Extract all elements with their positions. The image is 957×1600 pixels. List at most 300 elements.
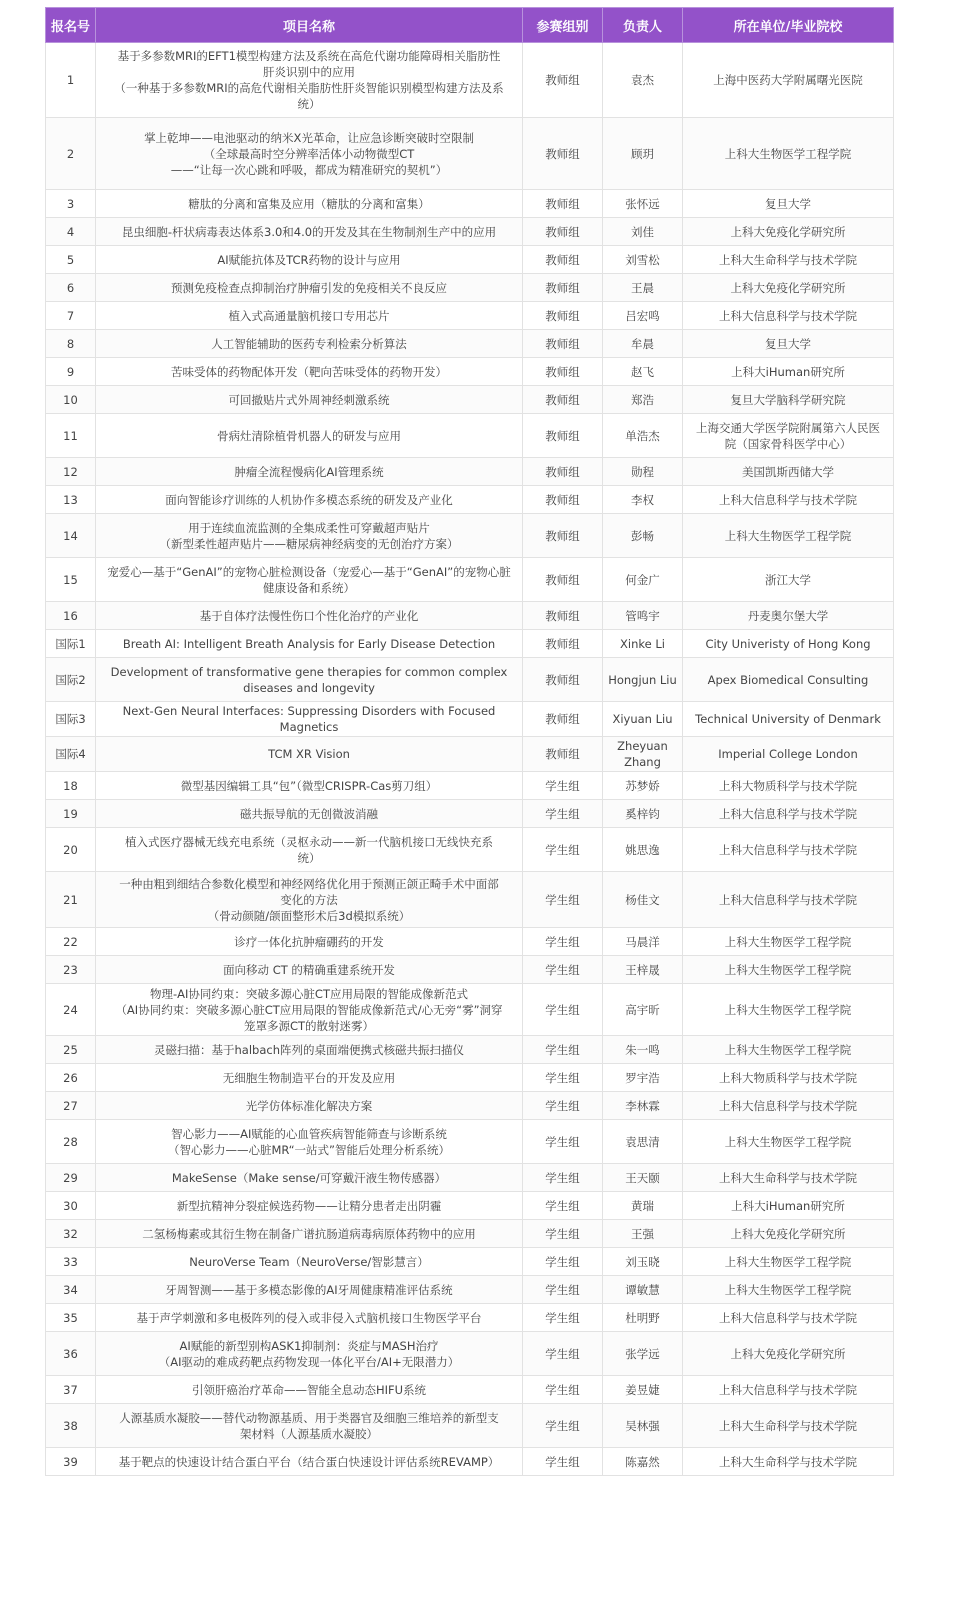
cell-id: 22	[46, 928, 96, 956]
cell-project-line: 笼罩多源CT的散射迷雾）	[243, 1018, 375, 1033]
cell-group: 教师组	[523, 658, 603, 702]
cell-project-line: （AI驱动的难成药靶点药物发现一体化平台/AI+无限潜力）	[158, 1354, 460, 1369]
cell-project	[96, 630, 523, 658]
table-row	[46, 1120, 894, 1164]
table-row	[46, 1164, 894, 1192]
cell-unit	[683, 190, 894, 218]
cell-group: 教师组	[523, 414, 603, 458]
cell-project-line: （智心影力——心脏MR“一站式”智能后处理分析系统）	[168, 1142, 450, 1157]
cell-lead: 牟晨	[603, 330, 683, 358]
cell-unit	[683, 800, 894, 828]
cell-project-line: 统）	[297, 97, 321, 111]
cell-unit-line: 复旦大学	[765, 196, 811, 211]
cell-project-line: 二氢杨梅素或其衍生物在制备广谱抗肠道病毒病原体药物中的应用	[142, 1226, 476, 1241]
cell-project-line: NeuroVerse Team（NeuroVerse/智影慧言）	[189, 1254, 429, 1269]
cell-project	[96, 43, 523, 118]
cell-lead: 王天颐	[603, 1164, 683, 1192]
cell-project	[96, 800, 523, 828]
table-row	[46, 828, 894, 872]
cell-project-line: 面向智能诊疗训练的人机协作多模态系统的研发及产业化	[165, 492, 453, 507]
cell-group: 学生组	[523, 1120, 603, 1164]
cell-project-line: 一种由粗到细结合参数化模型和神经网络优化用于预测正颌正畸手术中面部	[119, 876, 499, 891]
cell-lead: 吕宏鸣	[603, 302, 683, 330]
cell-lead: 张学远	[603, 1332, 683, 1376]
cell-id: 25	[46, 1036, 96, 1064]
cell-project	[96, 1064, 523, 1092]
cell-unit-line: 上科大生物医学工程学院	[724, 1254, 852, 1269]
cell-unit	[683, 602, 894, 630]
cell-project	[96, 558, 523, 602]
cell-project-line: 无细胞生物制造平台的开发及应用	[222, 1070, 396, 1085]
cell-project-line: 植入式医疗器械无线充电系统（灵枢永动——新一代脑机接口无线快充系	[125, 834, 493, 849]
cell-group: 教师组	[523, 218, 603, 246]
cell-lead: 袁思清	[603, 1120, 683, 1164]
cell-lead: 刘雪松	[603, 246, 683, 274]
cell-group: 学生组	[523, 1036, 603, 1064]
cell-unit	[683, 1164, 894, 1192]
cell-unit	[683, 658, 894, 702]
cell-unit	[683, 358, 894, 386]
cell-group: 学生组	[523, 800, 603, 828]
cell-unit	[683, 984, 894, 1036]
cell-lead: 高宇昕	[603, 984, 683, 1036]
cell-project-line: 肿瘤全流程慢病化AI管理系统	[234, 464, 384, 479]
cell-project	[96, 1164, 523, 1192]
cell-id: 28	[46, 1120, 96, 1164]
cell-project	[96, 274, 523, 302]
cell-unit-line: Imperial College London	[718, 747, 858, 761]
table-row	[46, 772, 894, 800]
cell-project	[96, 246, 523, 274]
cell-project-line: （一种基于多参数MRI的高危代谢相关脂肪性肝炎智能识别模型构建方法及系	[114, 81, 504, 95]
cell-unit-line: 上科大信息科学与技术学院	[719, 1098, 857, 1113]
cell-lead: Hongjun Liu	[603, 658, 683, 702]
cell-project-line: AI赋能抗体及TCR药物的设计与应用	[217, 252, 401, 267]
cell-id: 37	[46, 1376, 96, 1404]
header-id: 报名号	[46, 8, 96, 43]
cell-unit-line: 上科大信息科学与技术学院	[719, 806, 857, 821]
cell-lead: 管鸣宇	[603, 602, 683, 630]
cell-lead: 李林霖	[603, 1092, 683, 1120]
cell-project-line: 健康设备和系统）	[263, 580, 355, 595]
cell-project-line: 宠爱心—基于“GenAI”的宠物心脏检测设备（宠爱心—基于“GenAI”的宠物心脏	[107, 564, 511, 579]
cell-unit	[683, 956, 894, 984]
cell-project	[96, 1092, 523, 1120]
cell-unit	[683, 274, 894, 302]
cell-lead: 王强	[603, 1220, 683, 1248]
cell-unit-line: 上科大物质科学与技术学院	[719, 778, 857, 793]
cell-project-line: 基于靶点的快速设计结合蛋白平台（结合蛋白快速设计评估系统REVAMP）	[118, 1454, 500, 1469]
table-row	[46, 118, 894, 190]
table-row	[46, 386, 894, 414]
cell-group: 学生组	[523, 1248, 603, 1276]
cell-unit-line: 上科大信息科学与技术学院	[719, 892, 857, 907]
cell-project-line: Next-Gen Neural Interfaces: Suppressing Disorders with Focused Magnetics	[122, 704, 496, 734]
cell-id: 国际3	[46, 702, 96, 737]
cell-project-line: 光学仿体标准化解决方案	[245, 1098, 373, 1113]
project-table	[45, 7, 894, 1476]
cell-lead: 赵飞	[603, 358, 683, 386]
cell-group: 学生组	[523, 1276, 603, 1304]
cell-project-line: 新型抗精神分裂症候选药物——让精分患者走出阴霾	[176, 1198, 442, 1213]
cell-group: 教师组	[523, 602, 603, 630]
cell-id: 36	[46, 1332, 96, 1376]
cell-unit	[683, 414, 894, 458]
cell-unit	[683, 1036, 894, 1064]
cell-unit-line: 上科大生物医学工程学院	[724, 962, 852, 977]
cell-project	[96, 302, 523, 330]
cell-project-line: ——“让每一次心跳和呼吸，都成为精准研究的契机”）	[170, 162, 448, 177]
cell-unit-line: 上科大生命科学与技术学院	[719, 1170, 857, 1185]
cell-unit-line: 上科大免疫化学研究所	[730, 280, 846, 295]
table-row	[46, 1332, 894, 1376]
cell-project	[96, 1036, 523, 1064]
cell-id: 15	[46, 558, 96, 602]
header-group: 参赛组别	[523, 8, 603, 43]
cell-id: 18	[46, 772, 96, 800]
cell-project	[96, 602, 523, 630]
cell-lead: 单浩杰	[603, 414, 683, 458]
cell-project	[96, 1120, 523, 1164]
cell-lead: 马晨洋	[603, 928, 683, 956]
cell-group: 教师组	[523, 190, 603, 218]
table-row	[46, 274, 894, 302]
cell-lead: 罗宇浩	[603, 1064, 683, 1092]
cell-project-line: 骨病灶清除植骨机器人的研发与应用	[217, 428, 401, 443]
cell-lead: 杨佳文	[603, 872, 683, 928]
cell-project	[96, 658, 523, 702]
cell-id: 11	[46, 414, 96, 458]
cell-group: 学生组	[523, 984, 603, 1036]
cell-unit	[683, 302, 894, 330]
table-row	[46, 737, 894, 772]
table-row	[46, 358, 894, 386]
cell-group: 学生组	[523, 1404, 603, 1448]
table-row	[46, 872, 894, 928]
cell-project	[96, 514, 523, 558]
header-unit: 所在单位/毕业院校	[683, 8, 894, 43]
cell-project	[96, 702, 523, 737]
cell-lead: 姚思逸	[603, 828, 683, 872]
cell-unit-line: City Univeristy of Hong Kong	[705, 636, 871, 651]
cell-unit-line: 上科大iHuman研究所	[731, 1198, 845, 1213]
cell-group: 教师组	[523, 118, 603, 190]
table-row	[46, 1448, 894, 1476]
cell-group: 学生组	[523, 1376, 603, 1404]
cell-unit-line: 丹麦奥尔堡大学	[747, 608, 829, 623]
cell-id: 9	[46, 358, 96, 386]
cell-unit	[683, 1304, 894, 1332]
cell-id: 16	[46, 602, 96, 630]
cell-unit	[683, 330, 894, 358]
table-row	[46, 330, 894, 358]
cell-project	[96, 358, 523, 386]
cell-id: 2	[46, 118, 96, 190]
cell-unit	[683, 1120, 894, 1164]
cell-unit	[683, 872, 894, 928]
cell-unit	[683, 702, 894, 737]
cell-unit-line: 上科大生物医学工程学院	[724, 934, 852, 949]
cell-group: 学生组	[523, 928, 603, 956]
cell-project-line: （新型柔性超声贴片——糖尿病神经病变的无创治疗方案）	[159, 536, 459, 551]
cell-id: 30	[46, 1192, 96, 1220]
cell-lead: Zheyuan Zhang	[603, 737, 683, 772]
cell-lead: 顾玥	[603, 118, 683, 190]
cell-lead: 王梓晟	[603, 956, 683, 984]
cell-group: 学生组	[523, 1220, 603, 1248]
table-row	[46, 1036, 894, 1064]
cell-project	[96, 118, 523, 190]
cell-unit	[683, 630, 894, 658]
cell-project-line: 架材料（人源基质水凝胶）	[240, 1426, 378, 1441]
cell-lead: 袁杰	[603, 43, 683, 118]
cell-group: 学生组	[523, 1332, 603, 1376]
cell-unit-line: 上科大iHuman研究所	[731, 364, 845, 379]
cell-project	[96, 190, 523, 218]
cell-project-line: 变化的方法	[280, 892, 338, 907]
table-row	[46, 218, 894, 246]
cell-project	[96, 1276, 523, 1304]
cell-group: 学生组	[523, 872, 603, 928]
cell-unit-line: 上科大生命科学与技术学院	[719, 1418, 857, 1433]
cell-project-line: 掌上乾坤——电池驱动的纳米X光革命，让应急诊断突破时空限制	[144, 130, 474, 145]
cell-unit	[683, 1092, 894, 1120]
cell-unit-line: 美国凯斯西储大学	[742, 464, 834, 479]
cell-group: 学生组	[523, 1192, 603, 1220]
cell-id: 29	[46, 1164, 96, 1192]
cell-unit	[683, 928, 894, 956]
cell-unit-line: 上科大生物医学工程学院	[724, 1002, 852, 1017]
cell-unit-line: 复旦大学脑科学研究院	[730, 392, 846, 407]
cell-project-line: 用于连续血流监测的全集成柔性可穿戴超声贴片	[188, 520, 430, 535]
cell-project-line: （AI协同约束：突破多源心脏CT应用局限的智能成像新范式/心无旁“雾”洞穿	[115, 1002, 503, 1017]
cell-unit	[683, 737, 894, 772]
cell-project	[96, 1248, 523, 1276]
cell-unit	[683, 772, 894, 800]
cell-group: 学生组	[523, 828, 603, 872]
cell-unit	[683, 1064, 894, 1092]
cell-project-line: 统）	[297, 850, 321, 865]
cell-unit	[683, 386, 894, 414]
cell-id: 38	[46, 1404, 96, 1448]
table-row	[46, 1404, 894, 1448]
cell-id: 23	[46, 956, 96, 984]
cell-unit	[683, 118, 894, 190]
cell-id: 39	[46, 1448, 96, 1476]
cell-lead: Xiyuan Liu	[603, 702, 683, 737]
table-row	[46, 1276, 894, 1304]
table-row	[46, 514, 894, 558]
table-row	[46, 246, 894, 274]
table-body	[46, 43, 894, 1476]
cell-id: 33	[46, 1248, 96, 1276]
cell-unit	[683, 246, 894, 274]
table-row	[46, 486, 894, 514]
project-table-container	[45, 7, 893, 1476]
cell-group: 教师组	[523, 702, 603, 737]
cell-project-line: 磁共振导航的无创微波消融	[240, 806, 378, 821]
table-row	[46, 658, 894, 702]
cell-id: 20	[46, 828, 96, 872]
cell-project	[96, 872, 523, 928]
cell-unit-line: 院（国家骨科医学中心）	[724, 436, 852, 451]
table-row	[46, 302, 894, 330]
cell-lead: 何金广	[603, 558, 683, 602]
cell-unit-line: 上科大生物医学工程学院	[724, 1134, 852, 1149]
cell-unit	[683, 1376, 894, 1404]
cell-unit-line: 上海中医药大学附属曙光医院	[713, 73, 863, 87]
cell-unit	[683, 1276, 894, 1304]
table-row	[46, 984, 894, 1036]
cell-id: 24	[46, 984, 96, 1036]
header-project: 项目名称	[96, 8, 523, 43]
cell-group: 教师组	[523, 737, 603, 772]
cell-unit-line: 上科大信息科学与技术学院	[719, 842, 857, 857]
table-row	[46, 1092, 894, 1120]
table-row	[46, 1064, 894, 1092]
cell-id: 13	[46, 486, 96, 514]
cell-unit-line: 上科大生物医学工程学院	[724, 1042, 852, 1057]
table-row	[46, 458, 894, 486]
cell-id: 21	[46, 872, 96, 928]
cell-id: 8	[46, 330, 96, 358]
table-row	[46, 414, 894, 458]
cell-unit-line: 上科大免疫化学研究所	[730, 1226, 846, 1241]
cell-project-line: 昆虫细胞-杆状病毒表达体系3.0和4.0的开发及其在生物制剂生产中的应用	[121, 224, 497, 239]
cell-project	[96, 956, 523, 984]
cell-project-line: MakeSense（Make sense/可穿戴汗液生物传感器）	[171, 1170, 447, 1185]
cell-project	[96, 1220, 523, 1248]
cell-project-line: AI赋能的新型别构ASK1抑制剂：炎症与MASH治疗	[179, 1338, 439, 1353]
cell-project-line: 微型基因编辑工具“包”（微型CRISPR-Cas剪刀组）	[180, 778, 438, 793]
cell-unit-line: 上科大免疫化学研究所	[730, 224, 846, 239]
table-row	[46, 1192, 894, 1220]
cell-lead: 陈嘉然	[603, 1448, 683, 1476]
cell-unit	[683, 1248, 894, 1276]
table-row	[46, 630, 894, 658]
cell-project-line: 可回撤贴片式外周神经刺激系统	[228, 392, 390, 407]
table-row	[46, 43, 894, 118]
cell-project-line: 人源基质水凝胶——替代动物源基质、用于类器官及细胞三维培养的新型支	[119, 1410, 499, 1425]
cell-project-line: Breath AI: Intelligent Breath Analysis for Early Disease Detection	[122, 636, 496, 651]
cell-project-line: 诊疗一体化抗肿瘤硼药的开发	[234, 934, 384, 949]
cell-lead: 刘佳	[603, 218, 683, 246]
table-row	[46, 928, 894, 956]
cell-lead: 李权	[603, 486, 683, 514]
cell-id: 10	[46, 386, 96, 414]
cell-unit-line: 上海交通大学医学院附属第六人民医	[696, 420, 880, 435]
cell-unit	[683, 1220, 894, 1248]
cell-group: 学生组	[523, 1164, 603, 1192]
cell-lead: 姜昱婕	[603, 1376, 683, 1404]
cell-group: 教师组	[523, 330, 603, 358]
cell-id: 国际4	[46, 737, 96, 772]
cell-project-line: 基于多参数MRI的EFT1模型构建方法及系统在高危代谢功能障碍相关脂肪性	[117, 49, 501, 63]
cell-group: 教师组	[523, 486, 603, 514]
cell-project-line: 预测免疫检查点抑制治疗肿瘤引发的免疫相关不良反应	[171, 280, 447, 295]
cell-project-line: 智心影力——AI赋能的心血管疾病智能筛查与诊断系统	[171, 1126, 447, 1141]
cell-project	[96, 1192, 523, 1220]
cell-id: 32	[46, 1220, 96, 1248]
cell-project-line: 引领肝癌治疗革命——智能全息动态HIFU系统	[191, 1382, 427, 1397]
cell-lead: 勋程	[603, 458, 683, 486]
cell-group: 学生组	[523, 772, 603, 800]
cell-project	[96, 1448, 523, 1476]
cell-project	[96, 330, 523, 358]
table-row	[46, 800, 894, 828]
cell-group: 教师组	[523, 386, 603, 414]
cell-group: 教师组	[523, 274, 603, 302]
cell-unit-line: 浙江大学	[765, 572, 811, 587]
cell-project-line: TCM XR Vision	[268, 747, 350, 761]
cell-project-line: （骨动颜随/颌面整形术后3d模拟系统）	[207, 908, 411, 923]
table-row	[46, 956, 894, 984]
cell-unit	[683, 458, 894, 486]
cell-project-line: 灵磁扫描：基于halbach阵列的桌面端便携式核磁共振扫描仪	[154, 1042, 464, 1057]
cell-id: 35	[46, 1304, 96, 1332]
cell-unit	[683, 1192, 894, 1220]
cell-project-line: diseases and longevity	[243, 680, 375, 695]
cell-unit-line: 上科大信息科学与技术学院	[719, 1382, 857, 1397]
table-row	[46, 1248, 894, 1276]
cell-unit-line: Technical University of Denmark	[695, 712, 881, 726]
cell-project-line: （全球最高时空分辨率活体小动物微型CT	[203, 146, 415, 161]
cell-project	[96, 458, 523, 486]
cell-project-line: 基于自体疗法慢性伤口个性化治疗的产业化	[199, 608, 419, 623]
table-row	[46, 602, 894, 630]
table-row	[46, 1304, 894, 1332]
cell-project	[96, 928, 523, 956]
cell-project	[96, 386, 523, 414]
cell-unit-line: Apex Biomedical Consulting	[707, 672, 869, 687]
cell-id: 6	[46, 274, 96, 302]
cell-group: 学生组	[523, 1092, 603, 1120]
cell-unit-line: 上科大信息科学与技术学院	[719, 492, 857, 507]
cell-unit-line: 上科大免疫化学研究所	[730, 1346, 846, 1361]
cell-project	[96, 218, 523, 246]
cell-project-line: 物理-AI协同约束：突破多源心脏CT应用局限的智能成像新范式	[150, 986, 468, 1001]
cell-lead: 郑浩	[603, 386, 683, 414]
cell-unit-line: 上科大生物医学工程学院	[724, 528, 852, 543]
cell-project-line: 牙周智测——基于多模态影像的AI牙周健康精准评估系统	[165, 1282, 453, 1297]
cell-group: 教师组	[523, 302, 603, 330]
cell-lead: 黄瑞	[603, 1192, 683, 1220]
cell-project	[96, 414, 523, 458]
cell-group: 教师组	[523, 458, 603, 486]
cell-lead: 谭敏慧	[603, 1276, 683, 1304]
cell-project	[96, 1376, 523, 1404]
cell-group: 教师组	[523, 43, 603, 118]
table-row	[46, 1220, 894, 1248]
cell-lead: 张怀远	[603, 190, 683, 218]
cell-unit-line: 上科大信息科学与技术学院	[719, 308, 857, 323]
cell-unit	[683, 514, 894, 558]
cell-group: 学生组	[523, 956, 603, 984]
table-row	[46, 558, 894, 602]
cell-unit	[683, 828, 894, 872]
cell-unit-line: 上科大生命科学与技术学院	[719, 252, 857, 267]
cell-id: 4	[46, 218, 96, 246]
cell-unit	[683, 558, 894, 602]
cell-lead: 吴林强	[603, 1404, 683, 1448]
cell-project-line: 肝炎识别中的应用	[263, 65, 355, 79]
cell-unit-line: 上科大生物医学工程学院	[724, 1282, 852, 1297]
cell-project	[96, 984, 523, 1036]
cell-lead: 杜明野	[603, 1304, 683, 1332]
cell-unit	[683, 1332, 894, 1376]
cell-group: 教师组	[523, 558, 603, 602]
cell-id: 5	[46, 246, 96, 274]
